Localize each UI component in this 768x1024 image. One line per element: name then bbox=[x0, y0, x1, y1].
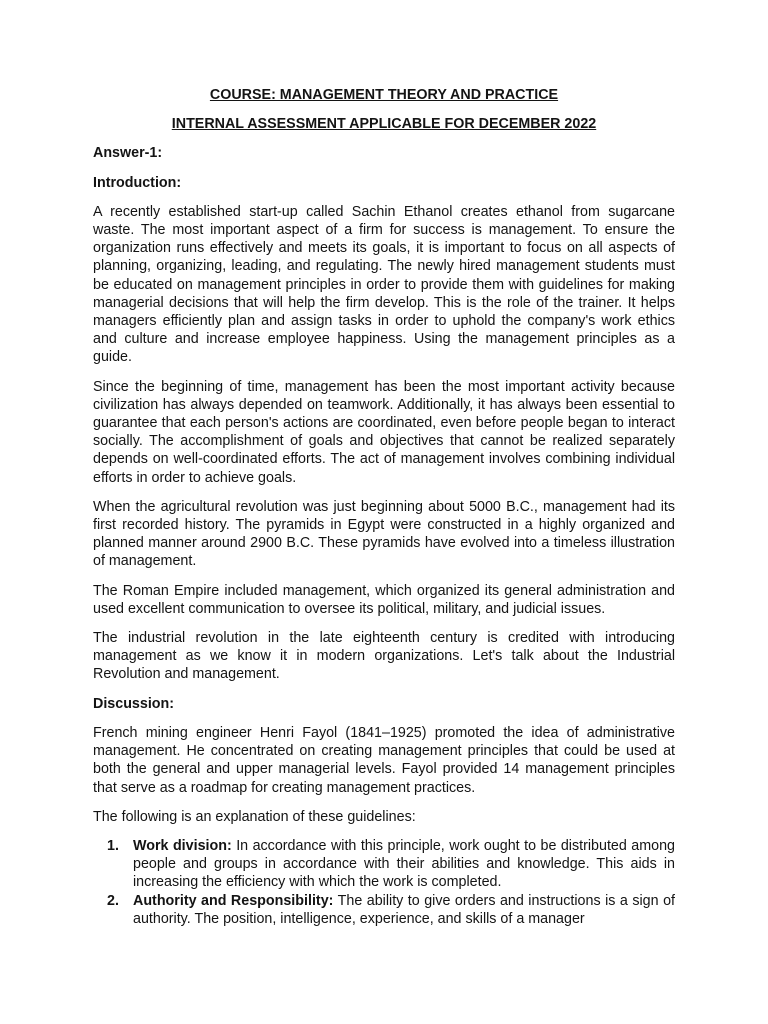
assessment-title: INTERNAL ASSESSMENT APPLICABLE FOR DECEMBER 2022 bbox=[171, 116, 597, 133]
list-item-term: Authority and Responsibility: bbox=[133, 892, 334, 909]
introduction-heading: Introduction: bbox=[93, 174, 182, 191]
answer-heading: Answer-1: bbox=[93, 145, 163, 162]
list-item-term: Work division: bbox=[133, 837, 232, 854]
list-item bbox=[93, 892, 675, 928]
intro-paragraph: The Roman Empire included management, which organized its general administration and used excellent communication to oversee its political, military, and judicial issues. bbox=[93, 582, 675, 617]
principles-list bbox=[93, 837, 675, 928]
list-item-number: 1. bbox=[107, 837, 119, 854]
discussion-paragraph: French mining engineer Henri Fayol (1841–1925) promoted the idea of administrative management. He concentrated on creating management principles that could be used at both the general and upper managerial levels. Fayol provided 14 management principles that serve as a roadmap for creating management practices. bbox=[93, 724, 675, 796]
intro-paragraph: Since the beginning of time, management has been the most important activity because civilization has always depended on teamwork. Additionally, it has always been essential to guarantee that each person's actions are coordinated, even before people began to interact socially. The accomplishment of goals and objectives that cannot be realized separately depends on well-coordinated efforts. The act of management involves combining individual efforts in order to achieve goals. bbox=[93, 378, 675, 486]
discussion-heading: Discussion: bbox=[93, 695, 175, 712]
intro-paragraph: When the agricultural revolution was just beginning about 5000 B.C., management had its first recorded history. The pyramids in Egypt were constructed in a highly organized and planned manner around 2900 B.C. These pyramids have evolved into a timeless illustration of management. bbox=[93, 498, 675, 570]
list-item bbox=[93, 837, 675, 892]
intro-paragraph: A recently established start-up called Sachin Ethanol creates ethanol from sugarcane waste. The most important aspect of a firm for success is management. To ensure the organization runs effectively and meets its goals, it is important to focus on all aspects of planning, organizing, leading, and regulating. The newly hired management students must be educated on management principles in order to provide them with guidelines for making managerial decisions that will help the firm develop. This is the role of the trainer. It helps managers efficiently plan and assign tasks in order to uphold the company's work ethics and culture and increase employee happiness. Using the management principles as a guide. bbox=[93, 203, 675, 366]
list-item-text: In accordance with this principle, work ought to be distributed among people and groups in accordance with their abilities and knowledge. This aids in increasing the efficiency with which the work is completed. bbox=[133, 837, 675, 891]
list-item-number: 2. bbox=[107, 892, 119, 909]
list-item-text: The ability to give orders and instructions is a sign of authority. The position, intelligence, experience, and skills of a manager bbox=[133, 892, 675, 927]
intro-paragraph: The industrial revolution in the late eighteenth century is credited with introducing management as we know it in modern organizations. Let's talk about the Industrial Revolution and management. bbox=[93, 630, 675, 683]
discussion-paragraph: The following is an explanation of these guidelines: bbox=[93, 808, 416, 825]
document-page bbox=[93, 86, 675, 928]
course-title: COURSE: MANAGEMENT THEORY AND PRACTICE bbox=[209, 87, 559, 103]
